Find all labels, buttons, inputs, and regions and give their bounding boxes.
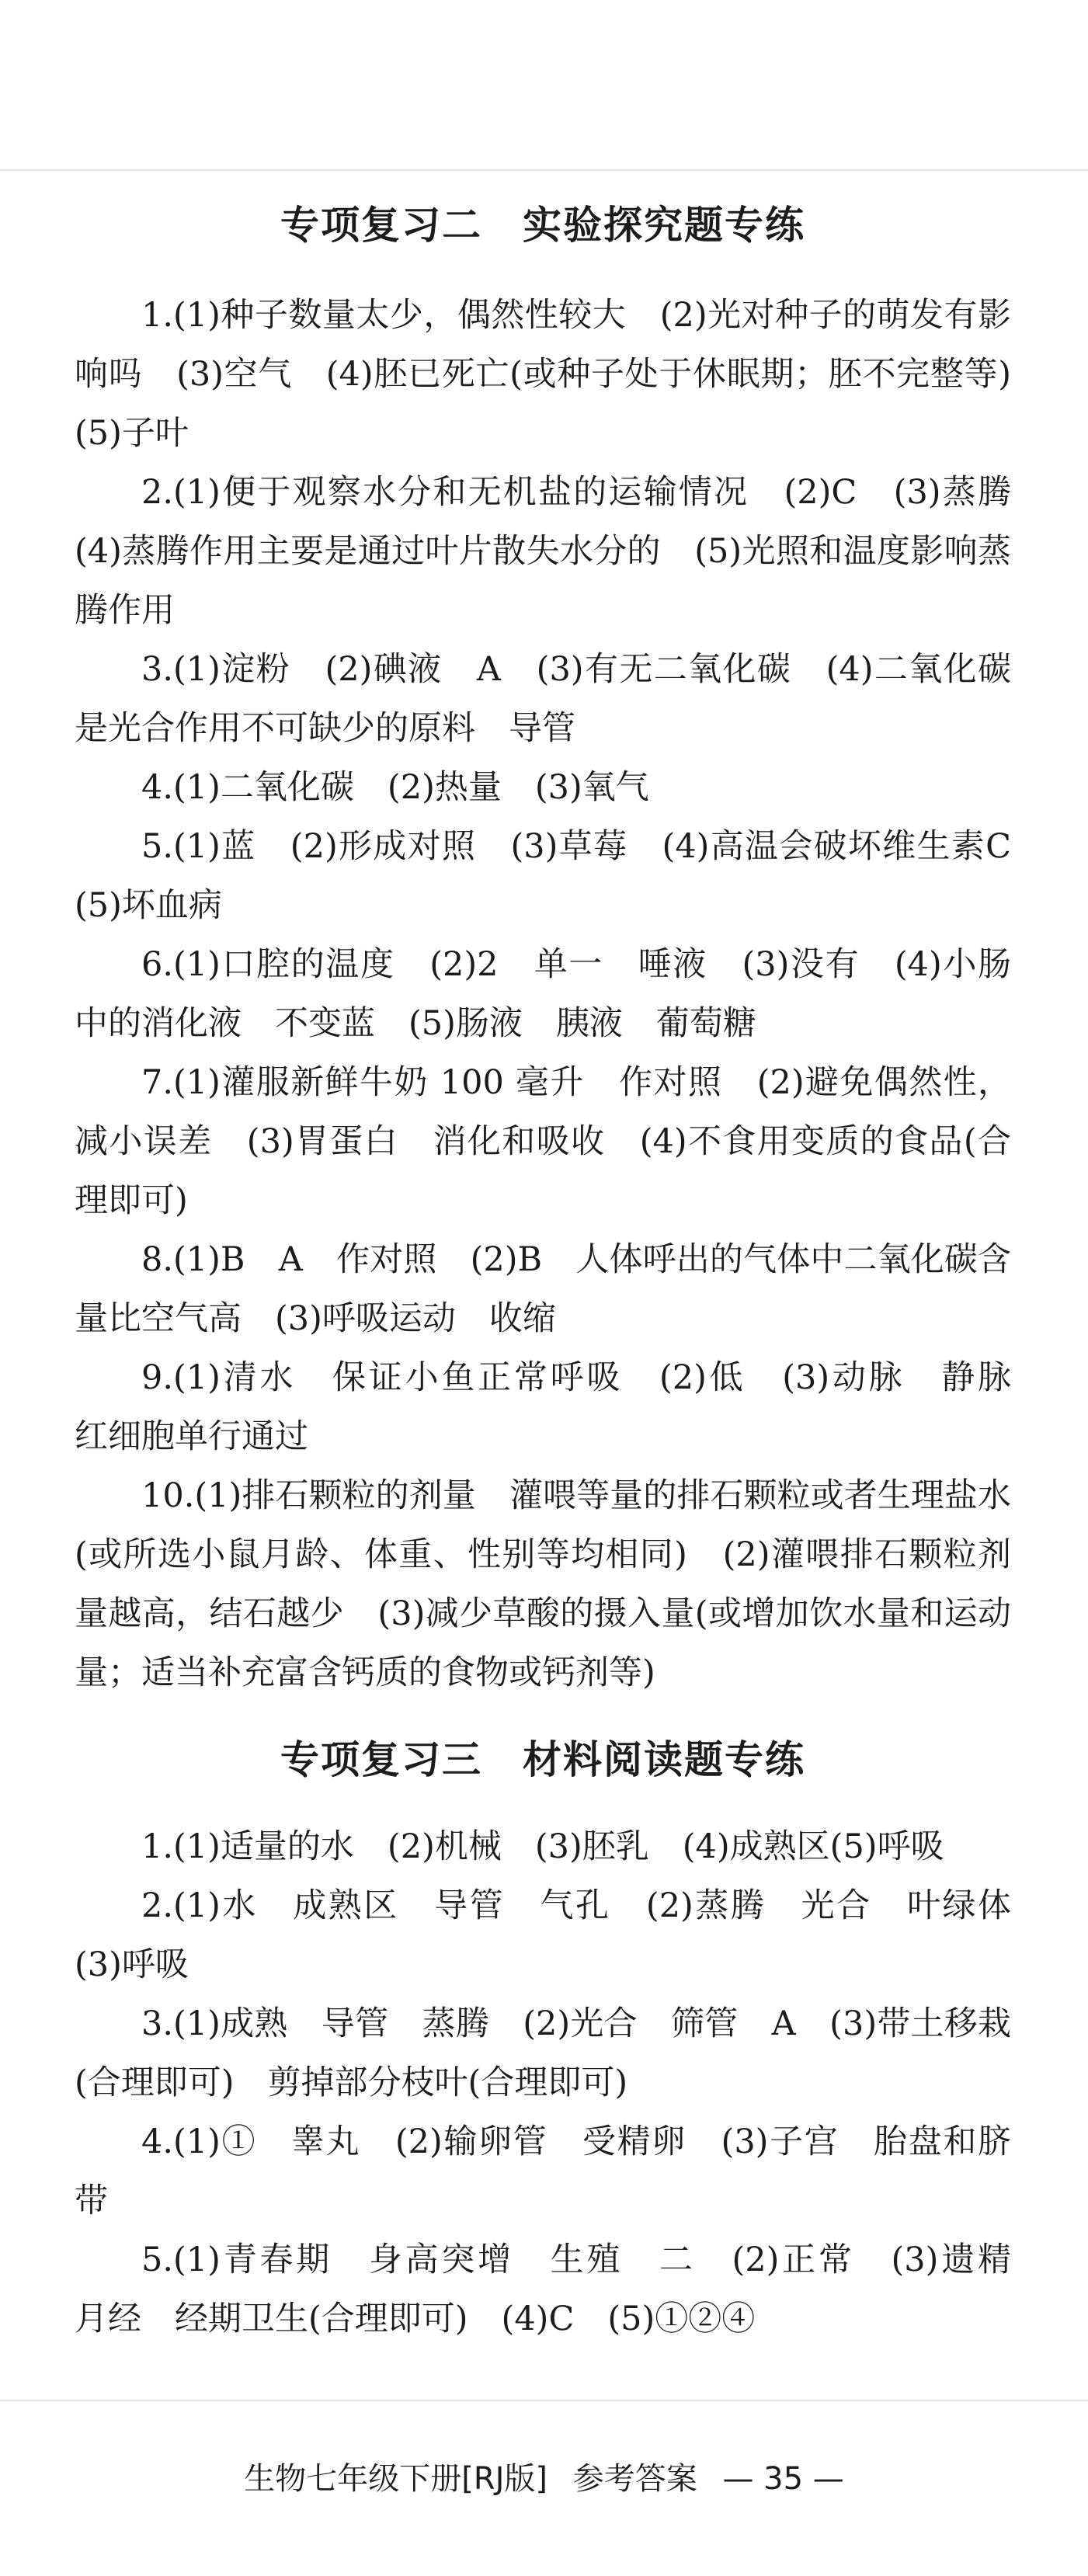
answer-item: 8.(1)B A 作对照 (2)B 人体呼出的气体中二氧化碳含量比空气高 (3)呼吸运动 收缩	[75, 1240, 1011, 1338]
answer-item: 3.(1)成熟 导管 蒸腾 (2)光合 筛管 A (3)带土移栽(合理即可) 剪掉部分枝叶(合理即可)	[75, 2004, 1011, 2102]
page-number: — 35 —	[722, 2461, 844, 2497]
answer-content	[75, 194, 1045, 2348]
answer-item: 1.(1)种子数量太少，偶然性较大 (2)光对种子的萌发有影响吗 (3)空气 (4)胚已死亡(或种子处于休眠期；胚不完整等) (5)子叶	[75, 296, 1045, 453]
answer-item: 6.(1)口腔的温度 (2)2 单一 唾液 (3)没有 (4)小肠中的消化液 不变蓝 (5)肠液 胰液 葡萄糖	[75, 945, 1011, 1043]
footer-book-title: 生物七年级下册[RJ版]	[244, 2461, 548, 2497]
answer-item: 7.(1)灌服新鲜牛奶 100 毫升 作对照 (2)避免偶然性，减小误差 (3)胃蛋白 消化和吸收 (4)不食用变质的食品(合理即可)	[75, 1063, 1011, 1220]
top-divider	[0, 169, 1088, 171]
answer-item: 3.(1)淀粉 (2)碘液 A (3)有无二氧化碳 (4)二氧化碳是光合作用不可缺少的原料 导管	[75, 650, 1011, 748]
answer-item: 4.(1)① 睾丸 (2)输卵管 受精卵 (3)子宫 胎盘和脐带	[75, 2122, 1011, 2220]
answer-item: 10.(1)排石颗粒的剂量 灌喂等量的排石颗粒或者生理盐水(或所选小鼠月龄、体重、性别等均相同) (2)灌喂排石颗粒剂量越高，结石越少 (3)减少草酸的摄入量(或增加饮水量和运动量；适当补充富含钙质的食物或钙剂等)	[75, 1476, 1011, 1692]
page-footer	[0, 2454, 1088, 2498]
answer-item: 2.(1)便于观察水分和无机盐的运输情况 (2)C (3)蒸腾(4)蒸腾作用主要是通过叶片散失水分的 (5)光照和温度影响蒸腾作用	[75, 473, 1011, 630]
answer-item: 5.(1)蓝 (2)形成对照 (3)草莓 (4)高温会破坏维生素C (5)坏血病	[75, 827, 1045, 925]
answer-item: 5.(1)青春期 身高突增 生殖 二 (2)正常 (3)遗精 月经 经期卫生(合理即可) (4)C (5)①②④	[75, 2241, 1045, 2338]
footer-label: 参考答案	[572, 2461, 697, 2497]
answer-item: 9.(1)清水 保证小鱼正常呼吸 (2)低 (3)动脉 静脉 红细胞单行通过	[75, 1358, 1045, 1456]
bottom-divider	[0, 2400, 1088, 2401]
answer-item: 1.(1)适量的水 (2)机械 (3)胚乳 (4)成熟区(5)呼吸	[141, 1827, 944, 1866]
answer-item: 2.(1)水 成熟区 导管 气孔 (2)蒸腾 光合 叶绿体(3)呼吸	[75, 1886, 1011, 1984]
section-title-review-3: 专项复习三 材料阅读题专练	[280, 1737, 805, 1782]
section-title-review-2: 专项复习二 实验探究题专练	[280, 203, 805, 248]
answer-item: 4.(1)二氧化碳 (2)热量 (3)氧气	[141, 768, 649, 807]
